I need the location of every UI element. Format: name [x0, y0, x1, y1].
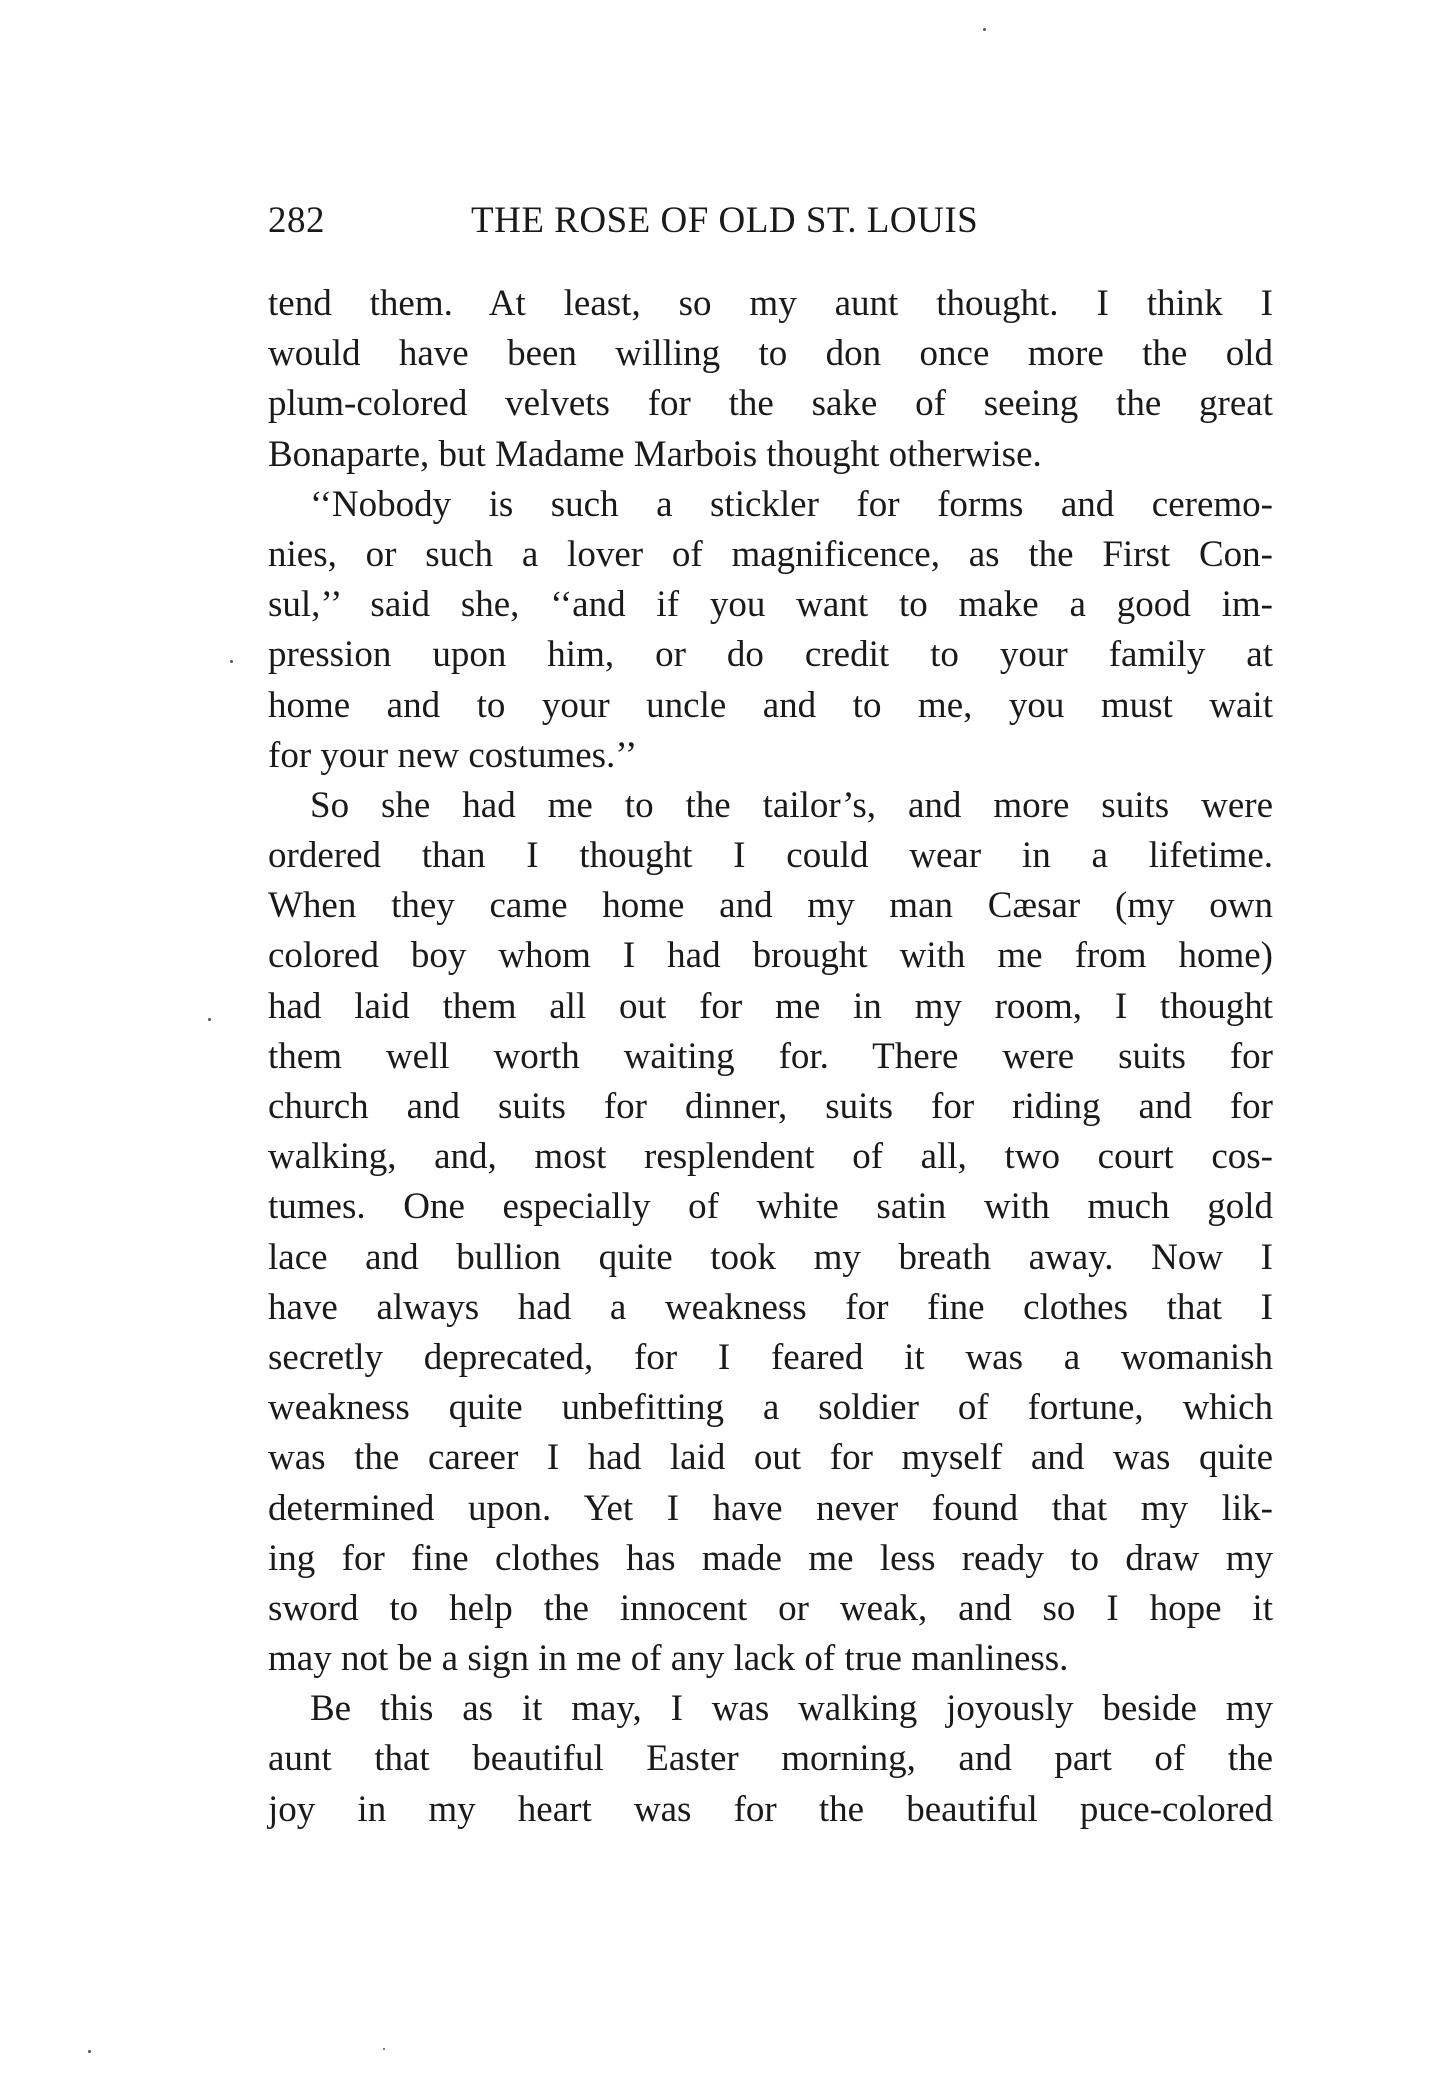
- text-line: determined upon. Yet I have never found that my lik-: [268, 1487, 1273, 1529]
- text-line: home and to your uncle and to me, you must wait: [268, 684, 1273, 726]
- text-line: church and suits for dinner, suits for riding and for: [268, 1086, 1273, 1127]
- text-line: ‘‘Nobody is such a stickler for forms and ceremo-: [310, 483, 1273, 525]
- scan-speck: [208, 1018, 211, 1021]
- book-title: THE ROSE OF OLD ST. LOUIS: [471, 200, 979, 241]
- text-line: secretly deprecated, for I feared it was a womanish: [268, 1336, 1273, 1378]
- running-head: [268, 196, 1273, 246]
- text-line: them well worth waiting for. There were suits for: [268, 1035, 1273, 1077]
- text-line: walking, and, most resplendent of all, two court cos-: [268, 1136, 1273, 1178]
- text-line: sul,’’ said she, ‘‘and if you want to make a good im-: [268, 584, 1273, 626]
- text-line: would have been willing to don once more the old: [268, 333, 1273, 375]
- scan-speck: [88, 2050, 91, 2053]
- text-line: ing for fine clothes has made me less ready to draw my: [268, 1537, 1273, 1579]
- scan-speck: [230, 660, 233, 663]
- text-line: plum-colored velvets for the sake of seeing the great: [268, 383, 1273, 425]
- text-line: aunt that beautiful Easter morning, and part of the: [268, 1738, 1273, 1780]
- text-line: had laid them all out for me in my room, I thought: [268, 985, 1273, 1027]
- text-line: joy in my heart was for the beautiful puce-colored: [268, 1788, 1273, 1830]
- text-line: weakness quite unbefitting a soldier of fortune, which: [268, 1387, 1273, 1429]
- text-line: was the career I had laid out for myself and was quite: [268, 1437, 1273, 1479]
- text-line: have always had a weakness for fine clothes that I: [268, 1286, 1273, 1328]
- text-line: pression upon him, or do credit to your family at: [268, 634, 1273, 676]
- text-line: lace and bullion quite took my breath away. Now I: [268, 1236, 1273, 1278]
- scan-speck: [983, 28, 986, 31]
- text-line: for your new costumes.’’: [268, 734, 638, 776]
- text-line: tend them. At least, so my aunt thought. I think I: [268, 283, 1273, 324]
- text-line: nies, or such a lover of magnificence, as the First Con-: [268, 533, 1273, 575]
- text-line: may not be a sign in me of any lack of true manliness.: [268, 1638, 1069, 1680]
- text-line: colored boy whom I had brought with me from home): [268, 935, 1273, 977]
- text-line: tumes. One especially of white satin with much gold: [268, 1186, 1273, 1228]
- text-line: Bonaparte, but Madame Marbois thought otherwise.: [268, 433, 1042, 475]
- text-line: So she had me to the tailor’s, and more suits were: [310, 784, 1273, 826]
- body-text: [268, 279, 1273, 1835]
- page-number: 282: [268, 200, 325, 241]
- text-line: When they came home and my man Cæsar (my own: [268, 885, 1273, 927]
- text-line: sword to help the innocent or weak, and so I hope it: [268, 1587, 1273, 1629]
- scan-speck: [383, 2048, 385, 2050]
- text-line: Be this as it may, I was walking joyously beside my: [310, 1688, 1273, 1730]
- text-line: ordered than I thought I could wear in a lifetime.: [268, 835, 1273, 877]
